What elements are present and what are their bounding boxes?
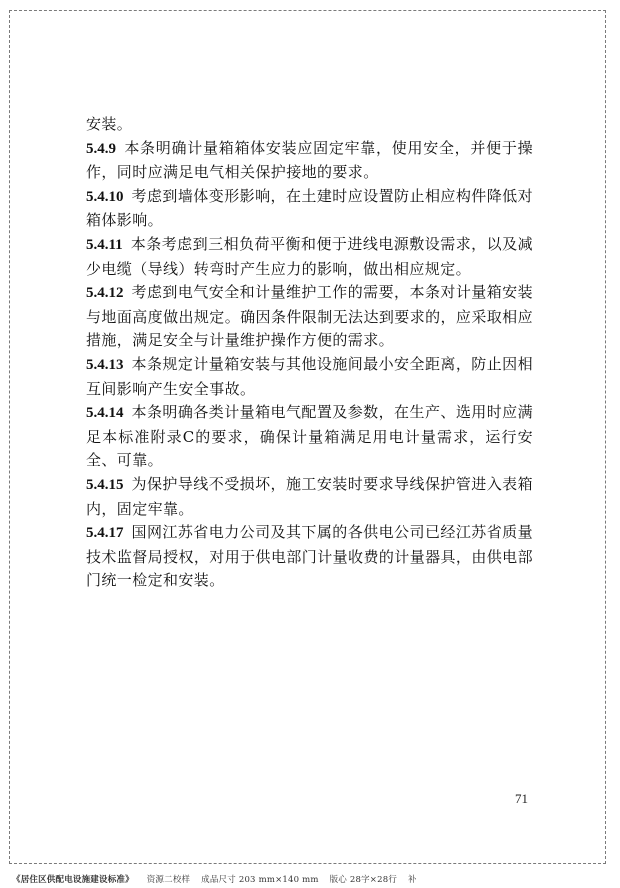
clause-text: 考虑到电气安全和计量维护工作的需要，本条对计量箱安装与地面高度做出规定。确因条件限制无法达到要求的，应采取相应措施，满足安全与计量维护操作方便的需求。 <box>86 283 533 350</box>
clause-number: 5.4.14 <box>86 405 124 422</box>
clause-number: 5.4.15 <box>86 476 124 493</box>
page-number: 71 <box>515 791 528 806</box>
footer-size: 成品尺寸 203 mm×140 mm <box>201 875 319 885</box>
clause-5-4-14 <box>86 401 533 473</box>
clause-5-4-9 <box>86 137 533 185</box>
footer-core: 版心 28字×28行 <box>329 875 398 885</box>
clause-5-4-11 <box>86 233 533 281</box>
clause-number: 5.4.17 <box>86 525 124 542</box>
clause-text: 本条明确计量箱箱体安装应固定牢靠，使用安全，并便于操作，同时应满足电气相关保护接地的要求。 <box>86 138 533 182</box>
clause-text: 本条规定计量箱安装与其他设施间最小安全距离，防止因相互间影响产生安全事故。 <box>86 354 533 398</box>
clause-text: 本条考虑到三相负荷平衡和便于进线电源敷设需求，以及减少电缆（导线）转弯时产生应力的影响，做出相应规定。 <box>86 234 533 278</box>
document-body <box>86 113 533 593</box>
print-footer <box>12 873 425 885</box>
clause-number: 5.4.11 <box>86 236 123 253</box>
clause-number: 5.4.9 <box>86 140 116 157</box>
clause-5-4-15 <box>86 473 533 521</box>
clause-number: 5.4.13 <box>86 356 124 373</box>
clause-5-4-10 <box>86 185 533 233</box>
clause-number: 5.4.12 <box>86 285 124 302</box>
lead-text: 安装。 <box>86 115 133 133</box>
footer-book-title: 《居住区供配电设施建设标准》 <box>12 875 134 885</box>
clause-text: 本条明确各类计量箱电气配置及参数，在生产、选用时应满足本标准附录C的要求，确保计量箱满足用电计量需求，运行安全、可靠。 <box>86 403 533 470</box>
clause-5-4-13 <box>86 353 533 401</box>
footer-mark: 补 <box>407 875 417 885</box>
clause-5-4-17 <box>86 521 533 593</box>
clause-text: 考虑到墙体变形影响，在土建时应设置防止相应构件降低对箱体影响。 <box>86 186 533 230</box>
footer-proof-label: 资源二校样 <box>146 875 191 885</box>
clause-text: 国网江苏省电力公司及其下属的各供电公司已经江苏省质量技术监督局授权，对用于供电部门计量收费的计量器具，由供电部门统一检定和安装。 <box>86 523 533 590</box>
clause-text: 为保护导线不受损坏，施工安装时要求导线保护管进入表箱内，固定牢靠。 <box>86 474 533 518</box>
clause-number: 5.4.10 <box>86 188 124 205</box>
clause-5-4-12 <box>86 281 533 353</box>
